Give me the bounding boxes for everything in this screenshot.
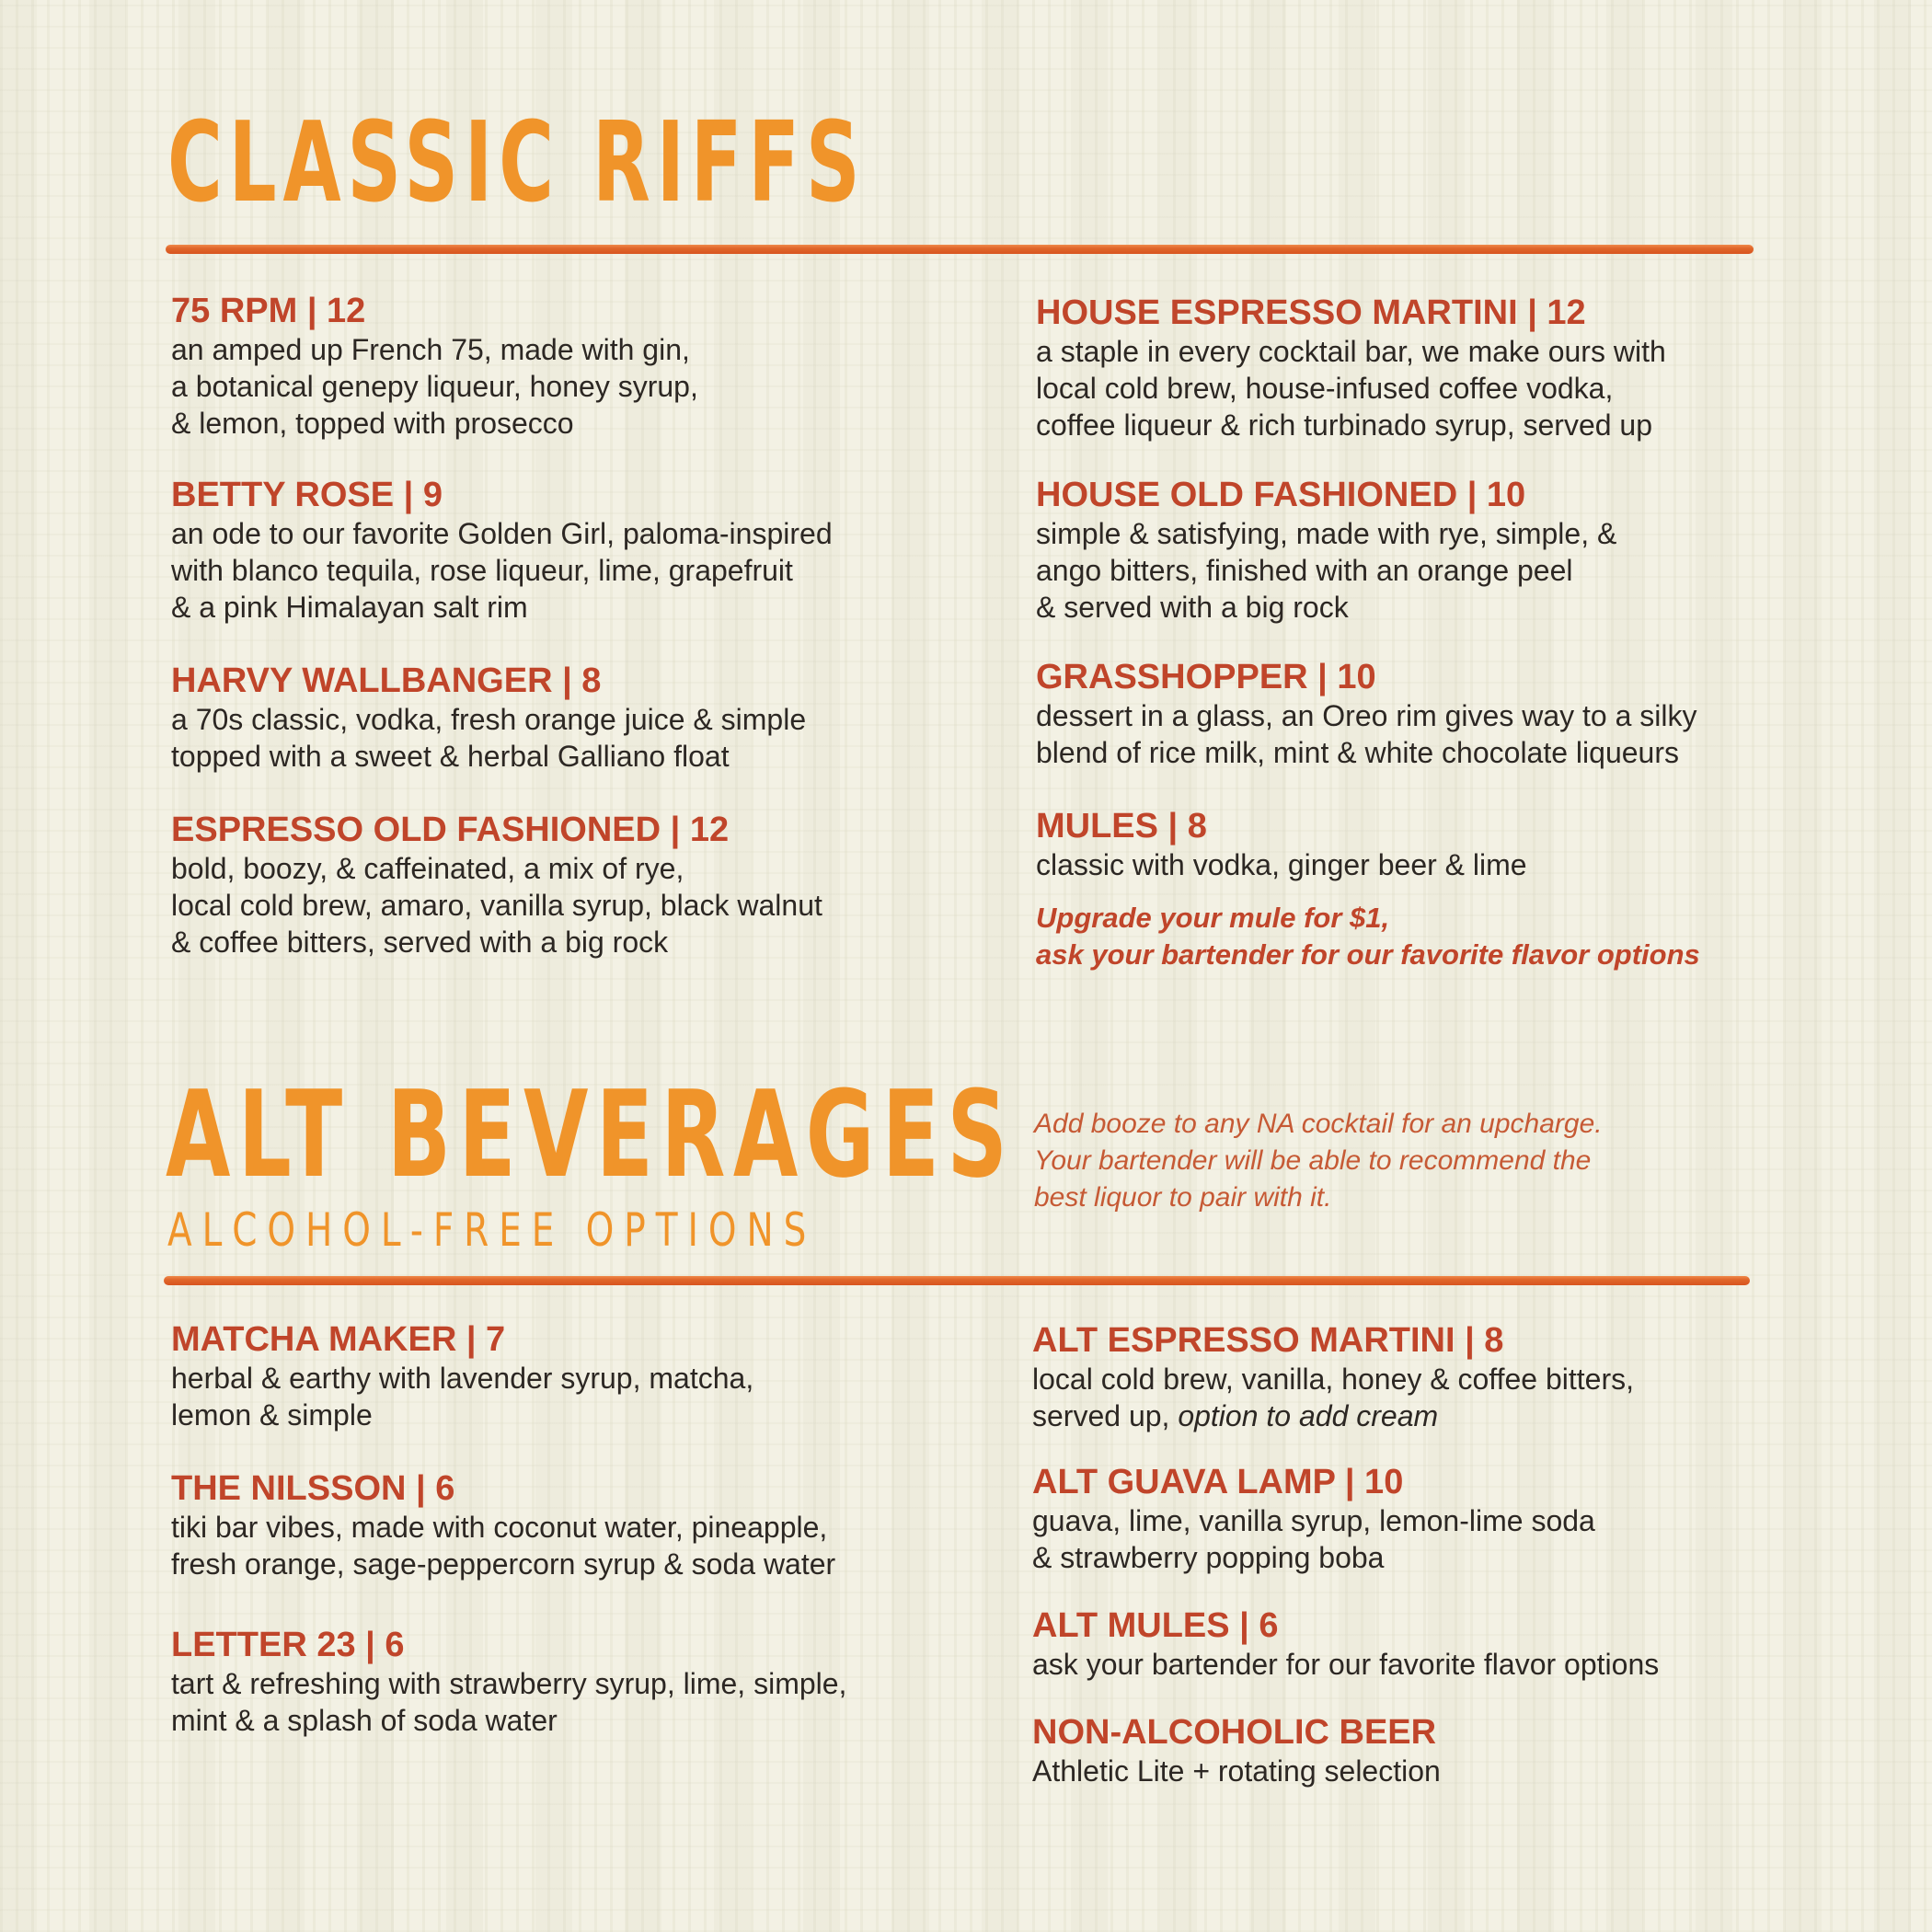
mule-upgrade-note: Upgrade your mule for $1, ask your bartender for our favorite flavor options bbox=[1036, 902, 1700, 971]
menu-item bbox=[171, 293, 907, 442]
item-name: HARVY WALLBANGER | 8 bbox=[171, 661, 602, 700]
item-name: ALT MULES | 6 bbox=[1032, 1606, 1279, 1645]
menu-item bbox=[171, 1470, 907, 1582]
classic-riffs-title: CLASSIC RIFFS bbox=[167, 99, 867, 227]
item-description: dessert in a glass, an Oreo rim gives way to a silky blend of rice milk, mint & white chocolate liqueurs bbox=[1036, 699, 1697, 769]
item-description: Athletic Lite + rotating selection bbox=[1032, 1754, 1441, 1788]
alt-beverages-subtitle: ALCOHOL-FREE OPTIONS bbox=[167, 1203, 817, 1257]
booze-upcharge-note: Add booze to any NA cocktail for an upcharge. Your bartender will be able to recommend the best liquor to pair with it. bbox=[1034, 1109, 1603, 1213]
menu-item bbox=[171, 1321, 907, 1433]
item-description: classic with vodka, ginger beer & lime bbox=[1036, 848, 1527, 881]
item-name: HOUSE OLD FASHIONED | 10 bbox=[1036, 476, 1526, 514]
alt-beverages-divider bbox=[164, 1276, 1750, 1285]
item-description-italic: option to add cream bbox=[1178, 1399, 1439, 1432]
item-name: GRASSHOPPER | 10 bbox=[1036, 658, 1376, 696]
menu-item bbox=[1036, 477, 1772, 626]
menu-item bbox=[1036, 294, 1772, 443]
item-name: ALT GUAVA LAMP | 10 bbox=[1032, 1463, 1404, 1501]
item-name: NON-ALCOHOLIC BEER bbox=[1032, 1713, 1437, 1752]
menu-item bbox=[1032, 1322, 1768, 1434]
item-name: ESPRESSO OLD FASHIONED | 12 bbox=[171, 811, 730, 849]
item-name: MATCHA MAKER | 7 bbox=[171, 1320, 506, 1359]
item-description: a 70s classic, vodka, fresh orange juice & simple topped with a sweet & herbal Galliano float bbox=[171, 703, 807, 773]
menu-item bbox=[171, 1627, 907, 1739]
item-description-text: local cold brew, vanilla, honey & coffee bitters, served up, bbox=[1032, 1363, 1634, 1432]
alt-beverages-title: ALT BEVERAGES bbox=[166, 1064, 1016, 1204]
item-description bbox=[1032, 1361, 1768, 1434]
menu-item bbox=[1032, 1607, 1768, 1683]
item-name: HOUSE ESPRESSO MARTINI | 12 bbox=[1036, 293, 1586, 332]
item-name: THE NILSSON | 6 bbox=[171, 1469, 455, 1508]
item-description: an amped up French 75, made with gin, a botanical genepy liqueur, honey syrup, & lemon, topped with prosecco bbox=[171, 333, 698, 440]
menu-item bbox=[171, 477, 907, 626]
item-name: ALT ESPRESSO MARTINI | 8 bbox=[1032, 1321, 1504, 1360]
item-description: tart & refreshing with strawberry syrup, lime, simple, mint & a splash of soda water bbox=[171, 1667, 847, 1737]
item-name: MULES | 8 bbox=[1036, 807, 1207, 845]
menu-item bbox=[171, 811, 907, 960]
item-name: 75 RPM | 12 bbox=[171, 292, 366, 330]
menu-item bbox=[171, 662, 907, 775]
item-name: LETTER 23 | 6 bbox=[171, 1626, 405, 1664]
item-description: herbal & earthy with lavender syrup, matcha, lemon & simple bbox=[171, 1362, 754, 1432]
menu-item bbox=[1036, 808, 1772, 883]
menu-item bbox=[1032, 1714, 1768, 1789]
item-description: ask your bartender for our favorite flavor options bbox=[1032, 1648, 1660, 1681]
item-description: tiki bar vibes, made with coconut water, pineapple, fresh orange, sage-peppercorn syrup & soda water bbox=[171, 1511, 836, 1581]
item-description: a staple in every cocktail bar, we make ours with local cold brew, house-infused coffee vodka, coffee liqueur & rich turbinado syrup, served up bbox=[1036, 335, 1666, 442]
item-description: an ode to our favorite Golden Girl, paloma-inspired with blanco tequila, rose liqueur, lime, grapefruit & a pink Himalayan salt rim bbox=[171, 517, 833, 624]
item-description: simple & satisfying, made with rye, simple, & ango bitters, finished with an orange peel & served with a big rock bbox=[1036, 517, 1617, 624]
item-description: guava, lime, vanilla syrup, lemon-lime soda & strawberry popping boba bbox=[1032, 1504, 1595, 1574]
item-description: bold, boozy, & caffeinated, a mix of rye, local cold brew, amaro, vanilla syrup, black walnut & coffee bitters, served with a big rock bbox=[171, 852, 822, 959]
menu-item bbox=[1036, 659, 1772, 771]
item-name: BETTY ROSE | 9 bbox=[171, 476, 443, 514]
menu-item bbox=[1032, 1464, 1768, 1576]
classic-riffs-divider bbox=[166, 245, 1754, 254]
